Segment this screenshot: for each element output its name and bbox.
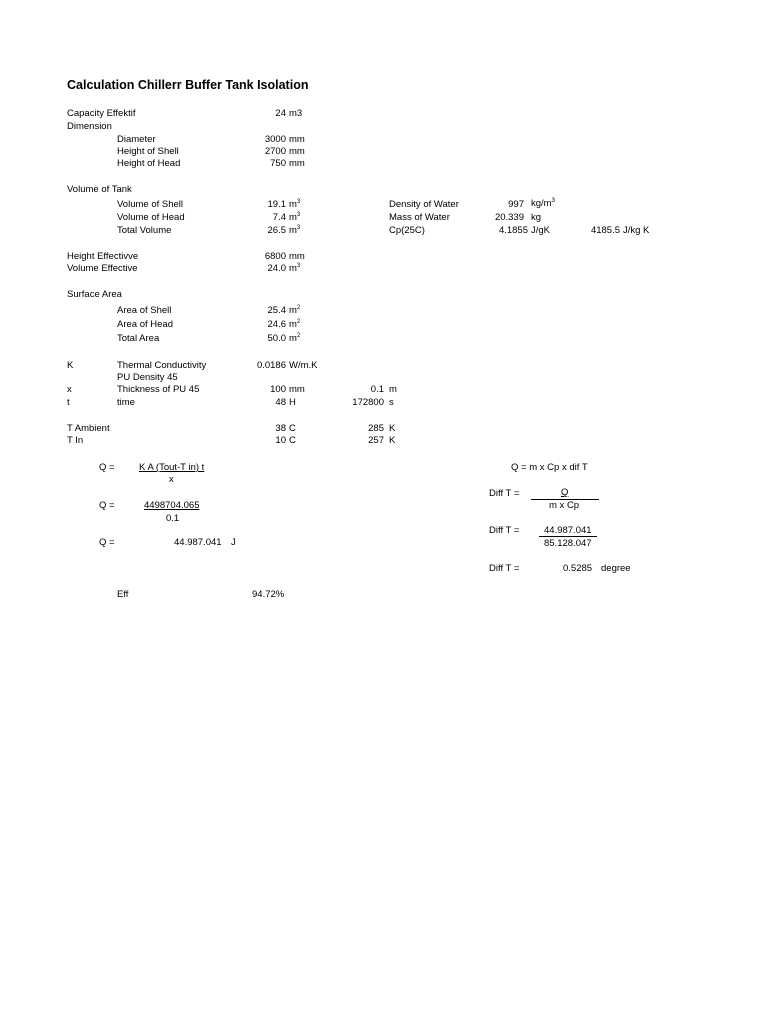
eff-value: 94.72%	[252, 589, 285, 600]
q-equation: Q = m x Cp x dif T	[511, 462, 588, 473]
height-effective-unit: mm	[289, 251, 305, 262]
volume-label: Volume of Tank	[67, 184, 132, 195]
area-head-value: 24.6	[267, 319, 286, 330]
volume-head-label: Volume of Head	[117, 212, 185, 223]
thickness-label: Thickness of PU 45	[117, 384, 200, 395]
q-label-2: Q =	[99, 500, 115, 511]
height-head-value: 750	[270, 158, 286, 169]
capacity-label: Capacity Effektif	[67, 108, 136, 119]
area-shell-value: 25.4	[267, 305, 286, 316]
volume-shell-unit: $m^3$	[289, 198, 301, 210]
area-head-label: Area of Head	[117, 319, 173, 330]
q-formula-denominator: x	[169, 474, 174, 485]
area-head-unit: $m^2$	[289, 318, 301, 330]
q-formula-numerator: K A (Tout-T in) t	[139, 462, 205, 473]
surface-label: Surface Area	[67, 289, 122, 300]
mass-unit: kg	[531, 212, 542, 223]
height-shell-label: Height of Shell	[117, 146, 179, 157]
area-shell-label: Area of Shell	[117, 305, 172, 316]
height-shell-value: 2700	[264, 146, 286, 157]
diff-t-numerator-value: 44.987.041	[544, 525, 592, 536]
diameter-unit: mm	[289, 134, 305, 145]
t-in-label: T In	[67, 435, 84, 446]
fraction-line-2	[539, 536, 597, 537]
k-unit: W/m.K	[289, 360, 318, 371]
capacity-value: 24	[275, 108, 286, 119]
cp-unit-si: J/kg K	[623, 225, 650, 236]
q-denominator-value: 0.1	[166, 513, 180, 524]
eff-label: Eff	[117, 589, 129, 600]
t-ambient-unit-k: K	[389, 423, 396, 434]
t-ambient-label: T Ambient	[67, 423, 110, 434]
x-symbol: x	[67, 384, 72, 395]
diff-t-label-1: Diff T =	[489, 488, 520, 499]
volume-total-unit: $m^3$	[289, 224, 301, 236]
height-head-label: Height of Head	[117, 158, 181, 169]
area-total-label: Total Area	[117, 333, 160, 344]
area-total-unit: $m^2$	[289, 332, 301, 344]
height-head-unit: mm	[289, 158, 305, 169]
thickness-unit: mm	[289, 384, 305, 395]
time-unit-s: s	[389, 397, 394, 408]
diff-t-result-unit: degree	[601, 563, 631, 574]
density-label: Density of Water	[389, 199, 459, 210]
time-value-s: 172800	[352, 397, 384, 408]
volume-total-value: 26.5	[267, 225, 286, 236]
pu-density-label: PU Density 45	[117, 372, 178, 383]
mass-value: 20.339	[494, 212, 524, 223]
q-label-3: Q =	[99, 537, 115, 548]
k-value: 0.0186	[256, 360, 286, 371]
diff-t-result: 0.5285	[563, 563, 593, 574]
area-total-value: 50.0	[267, 333, 286, 344]
height-effective-label: Height Effectivve	[67, 251, 139, 262]
thickness-unit-m: m	[389, 384, 397, 395]
diff-t-denominator-value: 85.128.047	[544, 538, 592, 549]
cp-unit: J/gK	[531, 225, 551, 236]
t-in-unit-k: K	[389, 435, 396, 446]
page-title: Calculation Chillerr Buffer Tank Isolation	[67, 78, 309, 92]
density-unit: $kg/m^3$	[531, 197, 555, 209]
time-unit: H	[289, 397, 296, 408]
dimension-label: Dimension	[67, 121, 112, 132]
volume-shell-value: 19.1	[267, 199, 286, 210]
diff-t-label-2: Diff T =	[489, 525, 520, 536]
density-value: 997	[508, 199, 524, 210]
q-label-1: Q =	[99, 462, 115, 473]
mass-label: Mass of Water	[389, 212, 450, 223]
t-ambient-value: 38	[275, 423, 286, 434]
area-shell-unit: $m^2$	[289, 304, 301, 316]
time-value: 48	[275, 397, 286, 408]
t-symbol: t	[67, 397, 70, 408]
q-result: 44.987.041	[174, 537, 222, 548]
thickness-value-m: 0.1	[370, 384, 384, 395]
diameter-value: 3000	[264, 134, 286, 145]
height-effective-value: 6800	[264, 251, 286, 262]
cp-value: 4.1855	[498, 225, 528, 236]
diff-t-label-3: Diff T =	[489, 563, 520, 574]
thickness-value: 100	[270, 384, 286, 395]
volume-effective-value: 24.0	[267, 263, 286, 274]
q-result-unit: J	[231, 537, 236, 548]
t-in-value-k: 257	[368, 435, 384, 446]
volume-effective-unit: $m^3$	[289, 262, 301, 274]
t-ambient-unit: C	[289, 423, 296, 434]
volume-shell-label: Volume of Shell	[117, 199, 184, 210]
q-numerator-value: 4498704.065	[144, 500, 200, 511]
t-ambient-value-k: 285	[368, 423, 384, 434]
height-shell-unit: mm	[289, 146, 305, 157]
capacity-unit: m3	[289, 108, 303, 119]
diameter-label: Diameter	[117, 134, 156, 145]
cp-label: Cp(25C)	[389, 225, 425, 236]
k-label: Thermal Conductivity	[117, 360, 207, 371]
t-in-value: 10	[275, 435, 286, 446]
diff-t-denominator: m x Cp	[549, 500, 580, 511]
t-in-unit: C	[289, 435, 296, 446]
volume-total-label: Total Volume	[117, 225, 172, 236]
volume-head-unit: $m^3$	[289, 211, 301, 223]
time-label: time	[117, 397, 135, 408]
cp-value-si: 4185.5	[590, 225, 620, 236]
k-symbol: K	[67, 360, 74, 371]
diff-t-numerator: Q	[561, 487, 569, 498]
volume-effective-label: Volume Effective	[67, 263, 138, 274]
volume-head-value: 7.4	[272, 212, 286, 223]
